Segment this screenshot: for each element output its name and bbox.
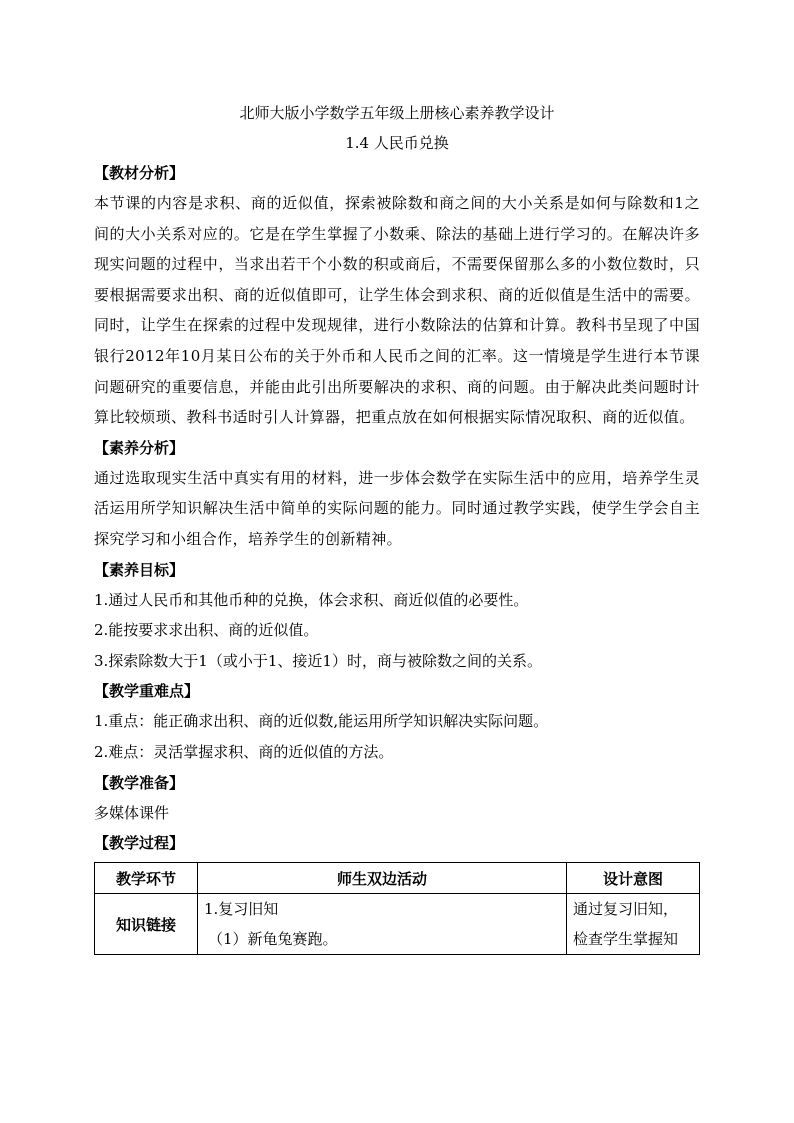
- literacy-goal-item: 2.能按要求求出积、商的近似值。: [94, 621, 319, 640]
- section-heading-preparation: 【教学准备】: [94, 773, 185, 792]
- material-analysis-text: 本节课的内容是求积、商的近似值，探索被除数和商之间的大小关系是如何与除数和1之间的大小关系对应的。它是在学生掌握了小数乘、除法的基础上进行学习的。在解决许多现实问题的过程中，当求出若干个小数的积或商后，不需要保留那么多的小数位数时，只要根据需要求出积、商的近似值即可，让学生体会到求积、商的近似值是生活中的需要。同时，让学生在探索的过程中发现规律，进行小数除法的估算和计算。教科书呈现了中国银行2012年10月某日公布的关于外币和人民币之间的汇率。这一情境是学生进行本节课问题研究的重要信息，并能由此引出所要解决的求积、商的问题。由于解决此类问题时计算比较烦琐、教科书适时引人计算器，把重点放在如何根据实际情况取积、商的近似值。: [94, 194, 700, 427]
- literacy-goal-item: 3.探索除数大于1（或小于1、接近1）时，商与被除数之间的关系。: [94, 651, 542, 670]
- section-heading-process: 【教学过程】: [94, 834, 185, 853]
- table-cell-intent: [567, 894, 700, 955]
- literacy-analysis-text: 通过选取现实生活中真实有用的材料，进一步体会数学在实际生活中的应用，培养学生灵活运用所学知识解决生活中简单的实际问题的能力。同时通过教学实践，使学生学会自主探究学习和小组合作，培养学生的创新精神。: [94, 468, 700, 548]
- table-cell-activity: [198, 894, 567, 955]
- document-subtitle: 1.4 人民币兑换: [345, 134, 449, 152]
- literacy-goal-item: 1.通过人民币和其他币种的兑换，体会求积、商近似值的必要性。: [94, 590, 529, 609]
- intent-line: 通过复习旧知，: [573, 900, 679, 919]
- activity-line: （1）新龟兔赛跑。: [208, 930, 338, 949]
- table-header-row: [95, 863, 700, 894]
- key-point-item: 2.难点：灵活掌握求积、商的近似值的方法。: [94, 742, 394, 761]
- section-heading-literacy-goals: 【素养目标】: [94, 560, 185, 579]
- teaching-process-table: [94, 862, 700, 955]
- document-page: [94, 98, 700, 955]
- key-point-item: 1.重点：能正确求出积、商的近似数,能运用所学知识解决实际问题。: [94, 712, 549, 731]
- document-title: 北师大版小学数学五年级上册核心素养教学设计: [239, 104, 555, 122]
- table-cell-stage: 知识链接: [95, 894, 198, 955]
- table-header-intent: 设计意图: [567, 863, 700, 894]
- table-header-stage: 教学环节: [95, 863, 198, 894]
- section-heading-material-analysis: 【教材分析】: [94, 164, 185, 182]
- preparation-text: 多媒体课件: [94, 803, 170, 822]
- table-header-activity: 师生双边活动: [198, 863, 567, 894]
- table-row: [95, 894, 700, 955]
- section-heading-literacy-analysis: 【素养分析】: [94, 438, 185, 457]
- section-heading-key-points: 【教学重难点】: [94, 682, 200, 701]
- intent-line: 检查学生掌握知: [573, 930, 679, 949]
- activity-line: 1.复习旧知: [204, 900, 279, 919]
